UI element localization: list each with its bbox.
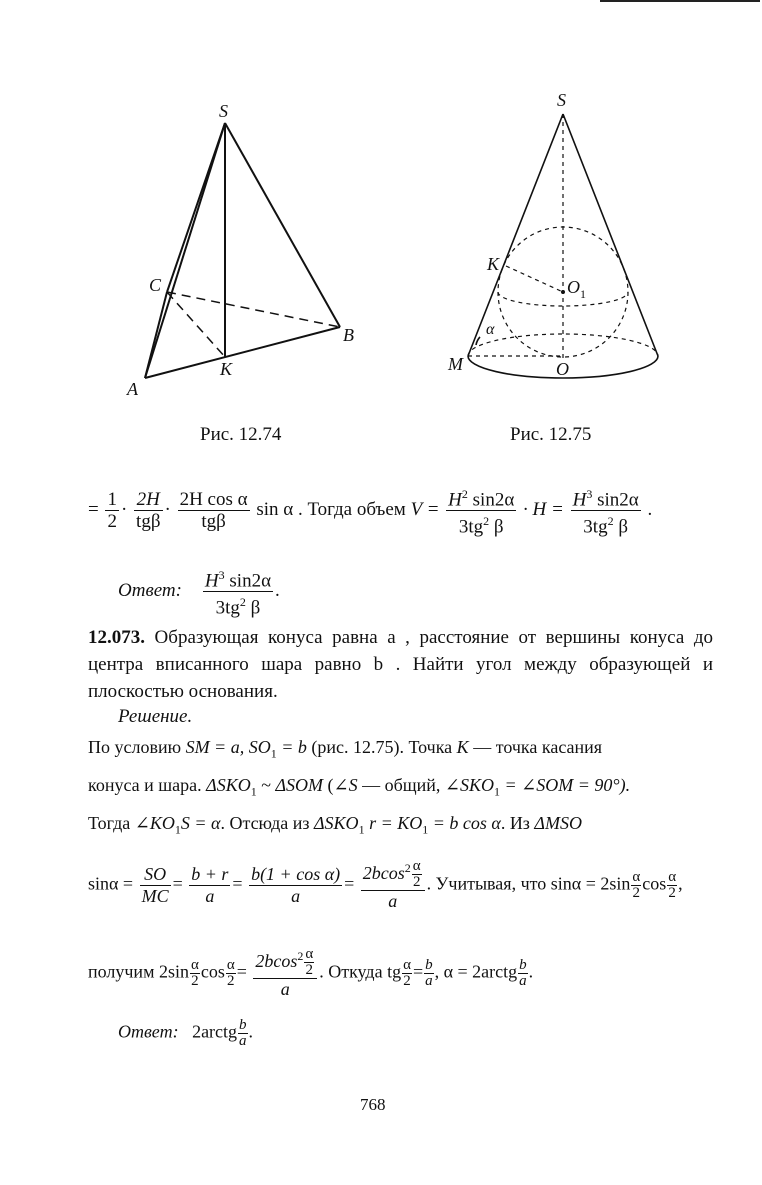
top-rule [600, 0, 760, 2]
formula-result-line: получим 2sin $\frac{\alpha}{2}$ cos $\frac{\alpha}{2}$ = 2bcos$^2$ $\frac{\alpha}{2}$ a . Откуда tg $\frac{\alpha}{2}$ = $\frac{b}{a}$ , α = 2arctg $\frac{b}{a}$ . [88, 946, 534, 1000]
label-C: C [149, 275, 162, 295]
label-O1: O [567, 277, 580, 297]
answer-fraction: $\frac{H^3 \sin 2\alpha}{3tg^2 \beta}$ [203, 565, 273, 619]
dashed-CB [167, 292, 340, 327]
label-alpha: α [486, 321, 495, 338]
fraction-one-half: $\frac{1}{2}$ [107, 489, 117, 533]
label-O: O [556, 359, 569, 379]
segment-KO1 [506, 266, 563, 292]
answer-label: Ответ: [118, 580, 182, 602]
fraction-2bcos2-a: 2bcos$^2$ $\frac{\alpha}{2}$ a [253, 946, 317, 1000]
fraction-b-plus-r: $\frac{b + r}{a}$ [191, 863, 229, 906]
fraction-2H-tg-beta: $\frac{2H}{\text{tgβ}}$ [136, 489, 161, 533]
cone-left-generatrix [468, 114, 563, 356]
label-A: A [127, 379, 138, 399]
page-number: 768 [360, 1095, 386, 1114]
angle-arc [476, 337, 480, 345]
sin-alpha-text: sin α . Тогда объем [256, 499, 406, 521]
fraction-SO-MC: $\frac{SO}{MC}$ [141, 863, 169, 906]
fraction-H2sin2a: $\frac{H^2 \sin 2\alpha}{3tg^2 \beta}$ [446, 484, 516, 538]
label-S: S [219, 101, 228, 121]
edge-SB [225, 123, 340, 327]
figure-12-75-cone [440, 88, 680, 388]
figure-12-74-pyramid [115, 95, 370, 405]
equals-sign: = [88, 499, 99, 521]
answer-1: Ответ: $\frac{H^3 \sin 2\alpha}{3tg^2 \beta}$ . [118, 565, 280, 619]
edge-AB [145, 327, 340, 378]
edge-CA [145, 292, 167, 378]
fraction-H3sin2a: $\frac{H^3 \sin 2\alpha}{3tg^2 \beta}$ [571, 484, 641, 538]
answer-2: Ответ: 2arctg $\frac{b}{a}$ . [118, 1017, 254, 1049]
solution-line-3: Тогда $\angle KO_1S = \alpha$. Отсюда из $\Delta SKO_1$ $r = KO_1 = b$ cos α. Из ΔMSO [88, 813, 582, 837]
formula-volume-line: = $\frac{1}{2}$ · $\frac{2H}{\text{tgβ}}$ · $\frac{\text{2H cos α}}{\text{tgβ}}$ sin α . Тогда объем V = $\frac{H^2 \sin 2\alpha}{3tg^2 \beta}$ · H = $\frac{H^3 \sin 2\alpha}{3tg^2 \beta}$ . [88, 484, 652, 538]
edge-SC [167, 123, 225, 292]
solution-line-1: По условию SM = a, $SO_1 = b$ (рис. 12.75). Точка K — точка касания [88, 737, 603, 761]
edge-SA [145, 123, 225, 378]
caption-fig-12-74: Рис. 12.74 [200, 424, 282, 445]
fraction-b-a: $\frac{b}{a}$ [239, 1017, 247, 1049]
label-K: K [487, 254, 500, 274]
center-O1-dot [561, 290, 565, 294]
solution-line-2: конуса и шара. $\Delta SKO_1$ ~ ΔSOM (∠S — общий, $\angle SKO_1$ = ∠SOM = 90°). [88, 775, 631, 799]
label-M: M [448, 354, 463, 374]
fraction-2bcos2: 2bcos$^2$ $\frac{\alpha}{2}$ a [361, 858, 425, 912]
cone-base-back [468, 334, 658, 356]
caption-fig-12-75: Рис. 12.75 [510, 424, 592, 445]
formula-sin-alpha: sinα = $\frac{SO}{MC}$ = $\frac{b + r}{a}$ = $\frac{\text{b(1 + cos α)}}{a}$ = 2bcos$^2$ $\frac{\alpha}{2}$ a . Учитывая, что sinα = 2sin $\frac{\alpha}{2}$ cos $\frac{\alpha}{2}$ , [88, 858, 683, 912]
label-S: S [557, 90, 566, 110]
solution-label: Решение. [118, 706, 193, 727]
times-H: · H = [523, 499, 564, 521]
problem-number: 12.073. [88, 627, 145, 648]
cone-right-generatrix [563, 114, 658, 356]
label-B: B [343, 325, 354, 345]
problem-text: Образующая конуса равна a , расстояние от вершины конуса до центра вписанного шара равно b . Найти угол между образующей и плоскостью основания. [88, 627, 713, 702]
fraction-b-1-cos: $\frac{\text{b(1 + cos α)}}{a}$ [251, 863, 341, 906]
label-O1-subscript: 1 [580, 287, 586, 301]
answer-label: Ответ: [118, 1021, 179, 1042]
fraction-2Hcos-tg-beta: $\frac{\text{2H cos α}}{\text{tgβ}}$ [179, 489, 248, 533]
volume-V: V = [410, 499, 440, 521]
label-K: K [220, 359, 233, 379]
problem-statement [88, 624, 713, 705]
